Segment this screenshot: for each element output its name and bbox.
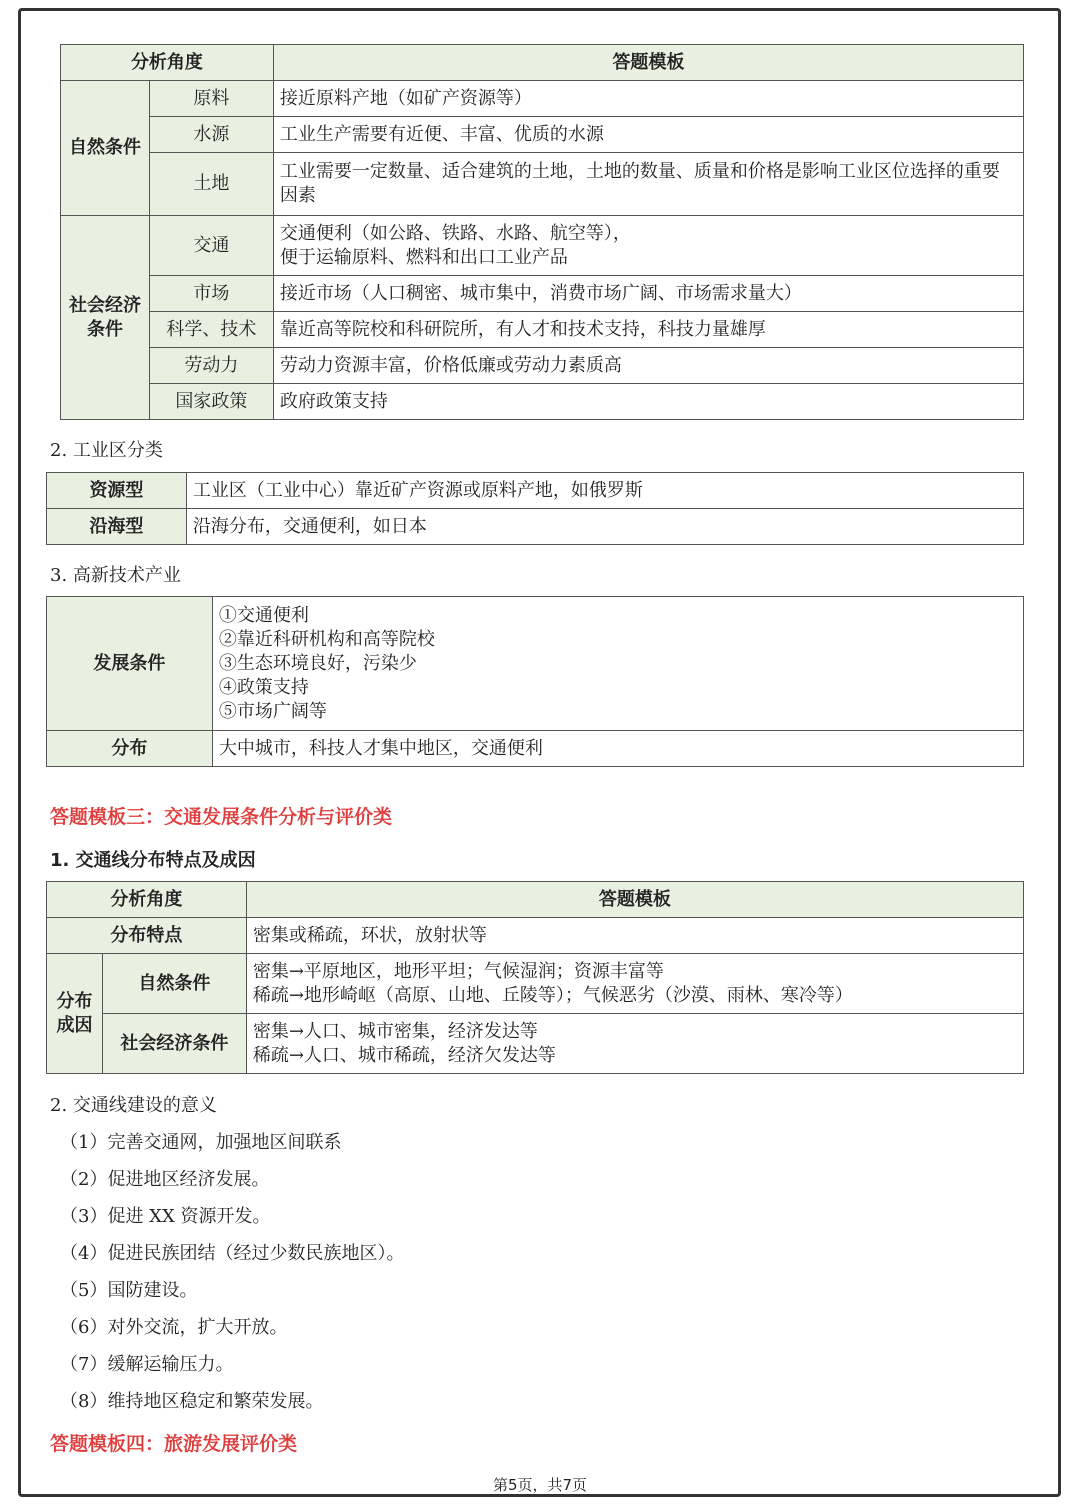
template-line: 密集→平原地区，地形平坦；气候湿润；资源丰富等: [252, 960, 664, 982]
zone-type: 沿海型: [47, 509, 187, 545]
template-cell: [273, 216, 1023, 276]
factor-cell: 水源: [149, 117, 273, 153]
distribution-text: 大中城市，科技人才集中地区，交通便利: [212, 731, 1023, 767]
zone-desc: 沿海分布，交通便利，如日本: [186, 509, 1023, 545]
template-line: 便于运输原料、燃料和出口工业产品: [279, 246, 568, 268]
list-item: （4）促进民族团结（经过少数民族地区）。: [60, 1243, 405, 1264]
zone-desc: 工业区（工业中心）靠近矿产资源或原料产地，如俄罗斯: [186, 473, 1023, 509]
section-title: 2. 工业区分类: [50, 440, 163, 461]
list-item: （3）促进 XX 资源开发。: [60, 1206, 271, 1227]
template-line: 稀疏→地形崎岖（高原、山地、丘陵等）；气候恶劣（沙漠、雨林、寒冷等）: [252, 984, 853, 1006]
transport-table: [46, 881, 1024, 1074]
conditions-label: 发展条件: [47, 597, 213, 731]
industrial-location-table: [60, 44, 1024, 420]
factor-cell: 国家政策: [149, 384, 273, 420]
factor-cell: 科学、技术: [149, 312, 273, 348]
list-item: （8）维持地区稳定和繁荣发展。: [60, 1391, 324, 1412]
page-number: 第5页，共7页: [492, 1476, 588, 1494]
template-cell: 接近原料产地（如矿产资源等）: [273, 81, 1023, 117]
list-item: （7）缓解运输压力。: [60, 1354, 234, 1375]
header-angle: 分析角度: [47, 882, 247, 918]
social-label: 社会经济条件: [102, 1014, 246, 1074]
hightech-table: [46, 596, 1024, 767]
factor-cell: 市场: [149, 276, 273, 312]
list-item: （6）对外交流，扩大开放。: [60, 1317, 288, 1338]
condition-item: ④政策支持: [218, 676, 309, 698]
template-line: 稀疏→人口、城市稀疏，经济欠发达等: [252, 1044, 556, 1066]
condition-item: ⑤市场广阔等: [218, 700, 327, 722]
template3-title: 答题模板三：交通发展条件分析与评价类: [50, 806, 393, 828]
list-item: （1）完善交通网，加强地区间联系: [60, 1132, 342, 1153]
natural-text: [246, 954, 1023, 1014]
template-cell: 劳动力资源丰富，价格低廉或劳动力素质高: [273, 348, 1023, 384]
list-item: （2）促进地区经济发展。: [60, 1169, 270, 1190]
factor-cell: 土地: [149, 153, 273, 216]
header-template: 答题模板: [273, 45, 1023, 81]
template-cell: 政府政策支持: [273, 384, 1023, 420]
group-natural: 自然条件: [61, 81, 150, 216]
subsection-title: 1. 交通线分布特点及成因: [50, 850, 256, 871]
social-text: [246, 1014, 1023, 1074]
template-line: 密集→人口、城市密集，经济发达等: [252, 1020, 538, 1042]
cause-label-text: 分布成因: [56, 990, 93, 1036]
conditions-list: [212, 597, 1023, 731]
group-social: [61, 216, 150, 420]
header-template: 答题模板: [246, 882, 1023, 918]
feature-label: 分布特点: [47, 918, 247, 954]
natural-label: 自然条件: [102, 954, 246, 1014]
template-cell: 接近市场（人口稠密、城市集中，消费市场广阔、市场需求量大）: [273, 276, 1023, 312]
header-angle: 分析角度: [61, 45, 274, 81]
zone-type: 资源型: [47, 473, 187, 509]
template4-title: 答题模板四：旅游发展评价类: [50, 1433, 298, 1455]
distribution-label: 分布: [47, 731, 213, 767]
condition-item: ③生态环境良好，污染少: [218, 652, 417, 674]
section-title: 2. 交通线建设的意义: [50, 1095, 217, 1116]
condition-item: ①交通便利: [218, 604, 309, 626]
section-title: 3. 高新技术产业: [50, 565, 181, 586]
factor-cell: 劳动力: [149, 348, 273, 384]
template-cell: 工业需要一定数量、适合建筑的土地，土地的数量、质量和价格是影响工业区位选择的重要因素: [273, 153, 1023, 216]
factor-cell: 原料: [149, 81, 273, 117]
condition-item: ②靠近科研机构和高等院校: [218, 628, 435, 650]
feature-text: 密集或稀疏，环状，放射状等: [246, 918, 1023, 954]
template-cell: 工业生产需要有近便、丰富、优质的水源: [273, 117, 1023, 153]
industrial-zone-table: [46, 472, 1024, 545]
template-line: 交通便利（如公路、铁路、水路、航空等），: [279, 222, 631, 244]
group-social-label: 社会经济条件: [68, 294, 141, 340]
cause-label: [47, 954, 103, 1074]
template-cell: 靠近高等院校和科研院所，有人才和技术支持，科技力量雄厚: [273, 312, 1023, 348]
list-item: （5）国防建设。: [60, 1280, 198, 1301]
factor-cell: 交通: [149, 216, 273, 276]
